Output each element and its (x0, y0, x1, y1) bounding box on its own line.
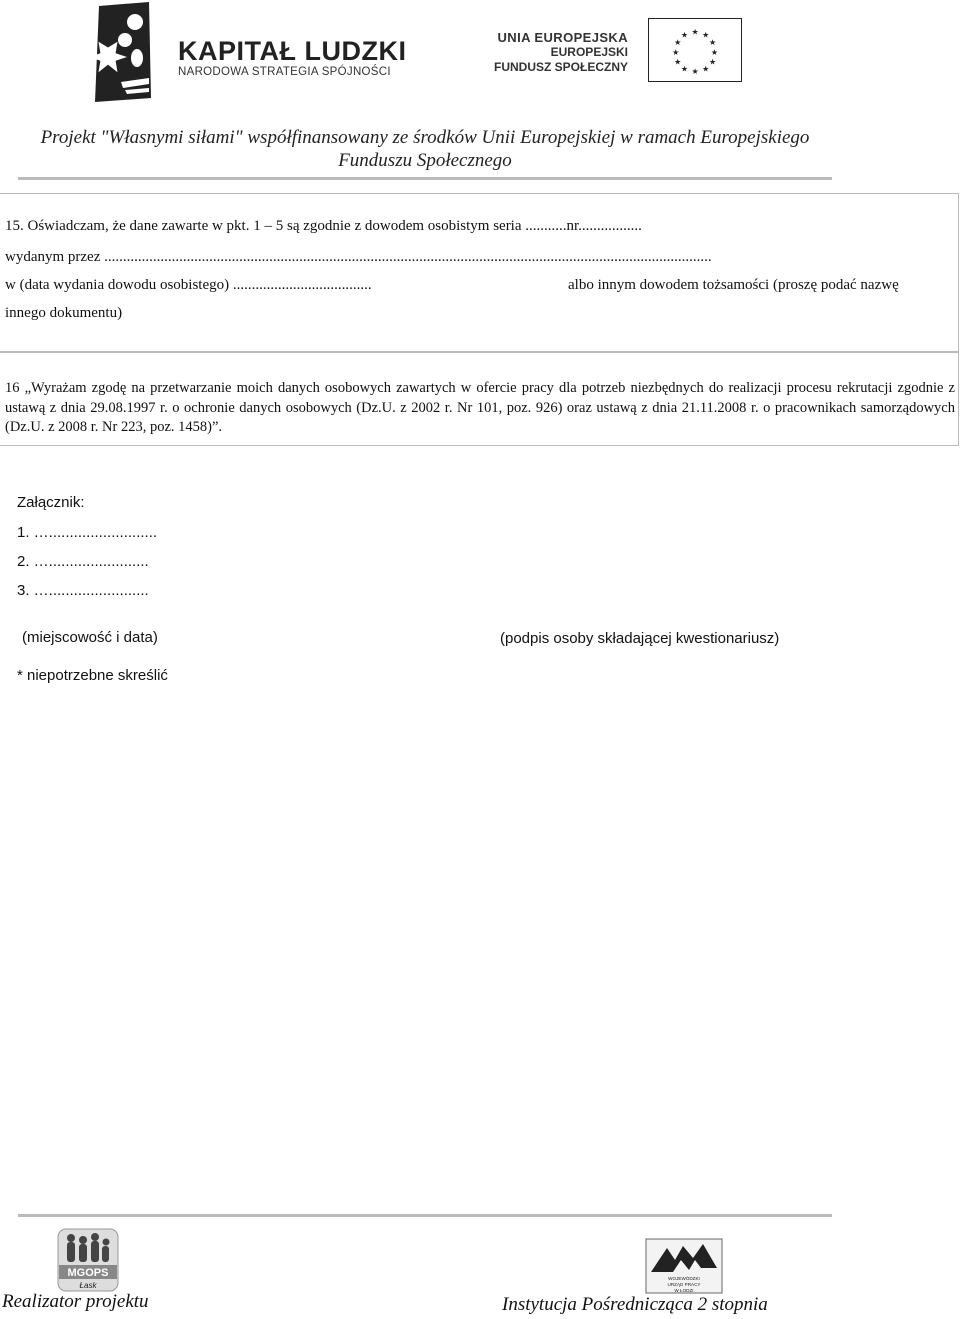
svg-text:★: ★ (708, 57, 716, 67)
project-title (0, 126, 850, 172)
svg-text:WOJEWÓDZKI: WOJEWÓDZKI (668, 1276, 700, 1281)
mgops-logo (57, 1228, 119, 1292)
attachments-label: Załącznik: (17, 494, 85, 511)
project-title-line-2: Funduszu Społecznego (338, 150, 512, 171)
svg-text:★: ★ (672, 47, 680, 57)
wup-logo (645, 1238, 723, 1294)
svg-text:W ŁODZI: W ŁODZI (674, 1288, 694, 1293)
consent-statement: 16 „Wyrażam zgodę na przetwarzanie moich danych osobowych zawartych w ofercie pracy dla potrzeb niezbędnych do realizacji procesu rekrutacji zgodnie z ustawą z dnia 29.08.1997 r. o ochronie danych osobowych (Dz.U. z 2002 r. Nr 101, poz. 926) oraz ustawą z dnia 21.11.2008 r. o pracownikach samorządowych (Dz.U. z 2008 r. Nr 223, poz. 1458)”. (5, 380, 955, 435)
project-title-line-1: Projekt "Własnymi siłami" współfinansowany ze środków Unii Europejskiej w ramach Europejskiego (40, 127, 810, 148)
section-15-line-1: 15. Oświadczam, że dane zawarte w pkt. 1 – 5 są zgodnie z dowodem osobistym seria ...........nr................. (5, 218, 642, 234)
section-15-line-2: wydanym przez .................................................................................................................................................................. (5, 249, 712, 265)
section-15-line-3-right: albo innym dowodem tożsamości (proszę podać nazwę (568, 277, 899, 293)
svg-text:★: ★ (680, 64, 688, 74)
kapital-ludzki-subtitle: NARODOWA STRATEGIA SPÓJNOŚCI (178, 66, 391, 78)
section-15-line-3-left: w (data wydania dowodu osobistego) ..................................... (5, 277, 372, 293)
header-divider (18, 177, 832, 180)
svg-text:★: ★ (702, 30, 710, 40)
kapital-ludzki-logo (85, 2, 175, 102)
svg-text:★: ★ (691, 27, 699, 37)
signature-label: (podpis osoby składającej kwestionariusz) (500, 630, 780, 647)
eu-text-block (494, 30, 628, 75)
attachment-item-3: 3. …........................ (17, 582, 149, 599)
svg-text:★: ★ (708, 38, 716, 48)
place-date-label: (miejscowość i data) (22, 629, 158, 646)
svg-text:★: ★ (674, 38, 682, 48)
section-16-box (0, 351, 959, 446)
attachment-item-1: 1. ….......................... (17, 524, 158, 541)
section-15-box (0, 193, 959, 353)
svg-text:★: ★ (702, 64, 710, 74)
eu-line-2: EUROPEJSKI (550, 45, 628, 59)
svg-text:★: ★ (680, 30, 688, 40)
mgops-label: MGOPS (67, 1267, 109, 1279)
attachment-item-2: 2. …........................ (17, 553, 149, 570)
kapital-ludzki-title: KAPITAŁ LUDZKI (178, 36, 407, 66)
eu-line-3: FUNDUSZ SPOŁECZNY (493, 60, 628, 74)
footer-divider (18, 1214, 832, 1217)
svg-text:★: ★ (710, 47, 718, 57)
instytucja-label: Instytucja Pośrednicząca 2 stopnia (502, 1294, 768, 1315)
svg-text:★: ★ (691, 67, 699, 77)
svg-text:URZĄD PRACY: URZĄD PRACY (667, 1282, 701, 1287)
section-15-line-4: innego dokumentu) (5, 305, 123, 321)
footnote: * niepotrzebne skreślić (17, 667, 168, 684)
eu-flag-icon (648, 18, 742, 82)
realizator-label: Realizator projektu (2, 1291, 149, 1312)
mgops-city: Łask (79, 1281, 97, 1290)
eu-line-1: UNIA EUROPEJSKA (497, 30, 628, 45)
svg-text:★: ★ (674, 57, 682, 67)
